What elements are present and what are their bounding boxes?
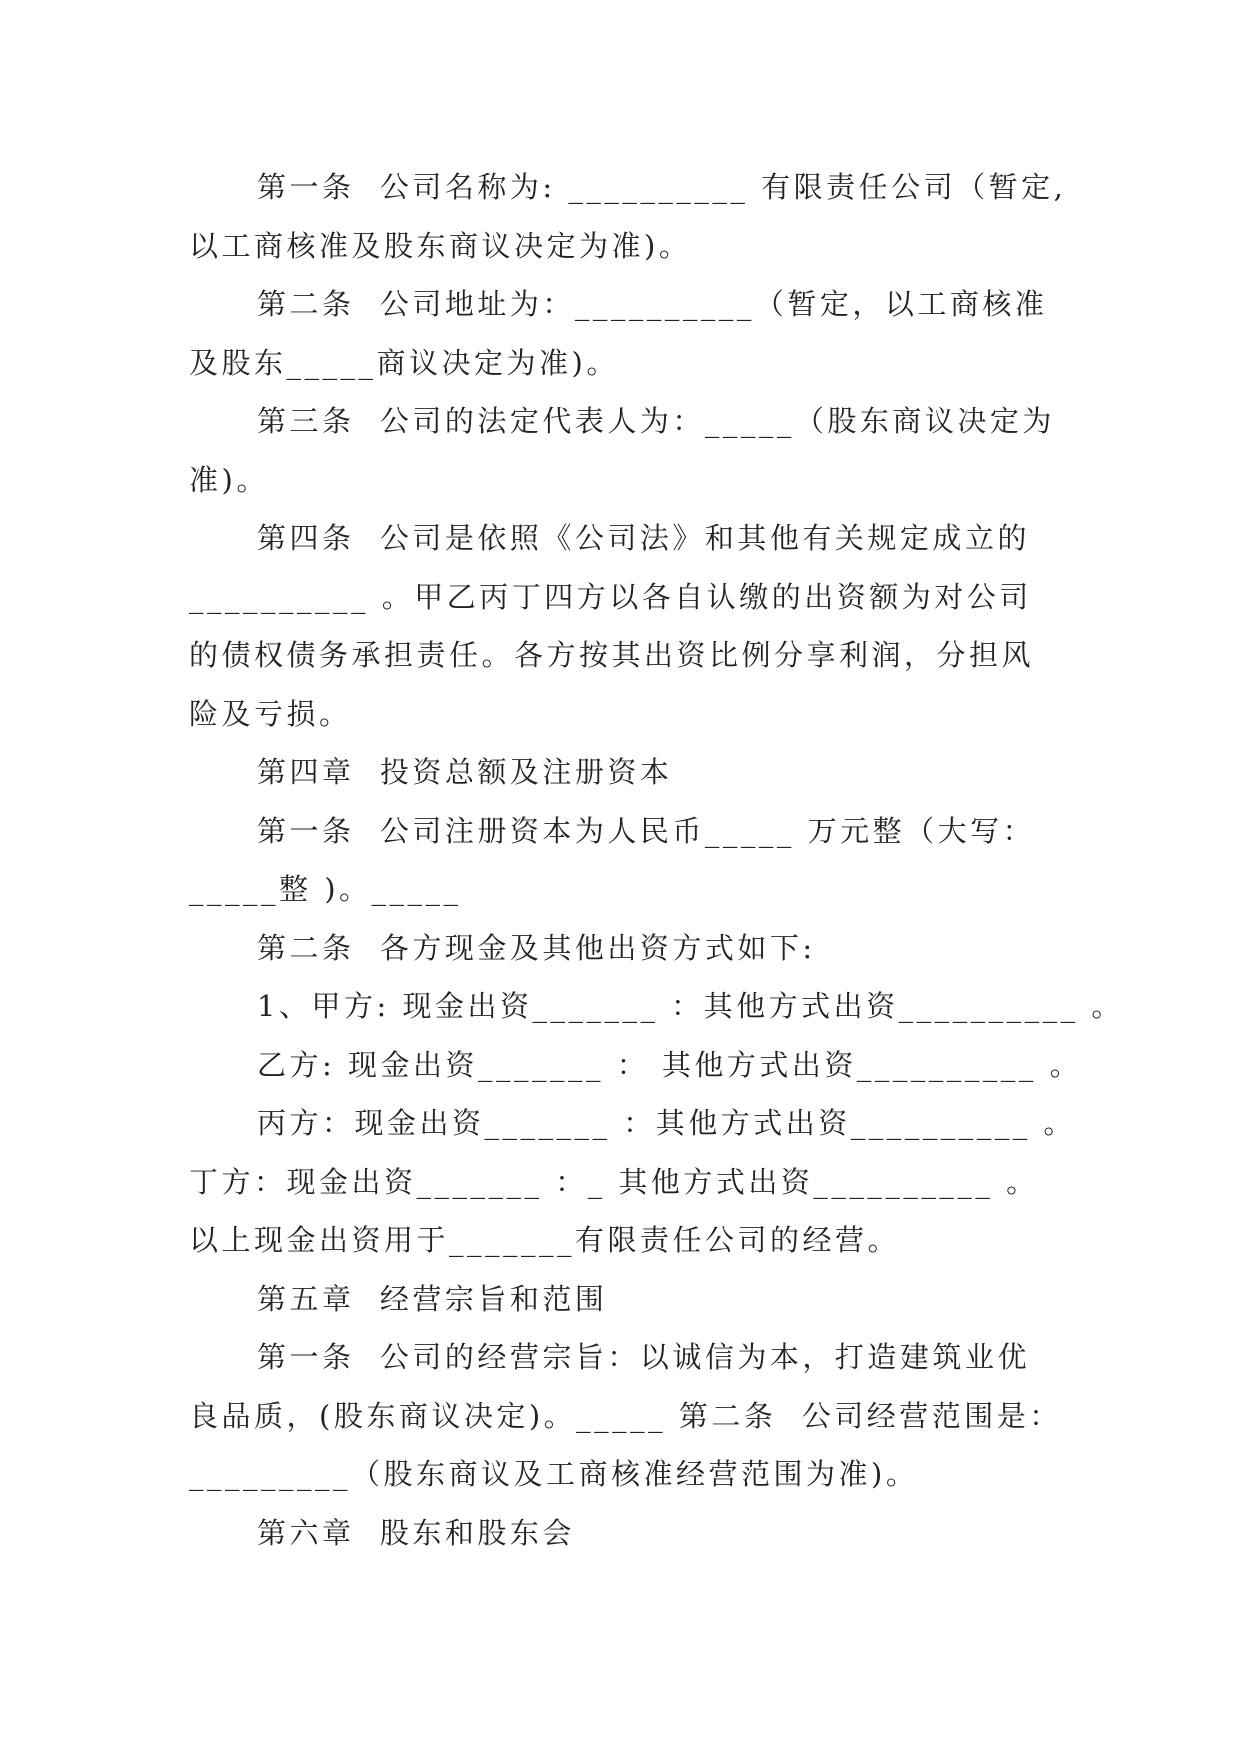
text-line: 准)。 [189,462,269,497]
text-line: 第一条 公司名称为: __________ 有限责任公司（暂定, [257,170,1067,204]
document-body [189,158,1124,1562]
text-line: __________ 。甲乙丙丁四方以各自认缴的出资额为对公司 [189,579,1032,614]
text-line: 险及亏损。 [189,696,352,731]
text-line: 丁方：现金出资_______ ：_ 其他方式出资__________ 。 [189,1164,1039,1199]
chapter-heading: 第五章 经营宗旨和范围 [257,1281,608,1316]
text-line: 良品质，(股东商议决定)。_____ 第二条 公司经营范围是： [189,1398,1062,1433]
text-line: 1、甲方: 现金出资_______ ：其他方式出资__________ 。 [257,989,1124,1023]
text-line: 以工商核准及股东商议决定为准)。 [189,228,692,263]
text-line: 第二条 公司地址为：__________（暂定，以工商核准 [257,287,1048,321]
text-line: 第一条 公司注册资本为人民币_____ 万元整（大写： [257,813,1036,848]
text-line: 第三条 公司的法定代表人为：_____（股东商议决定为 [257,404,1055,438]
text-line: 及股东_____商议决定为准)。 [189,345,619,380]
text-line: 丙方：现金出资_______ ：其他方式出资__________ 。 [257,1106,1076,1140]
text-line: 乙方: 现金出资_______ ： 其他方式出资__________ 。 [257,1047,1083,1082]
chapter-heading: 第四章 投资总额及注册资本 [257,755,673,789]
text-line: 第四条 公司是依照《公司法》和其他有关规定成立的 [257,521,1030,555]
text-line: _________（股东商议及工商核准经营范围为准)。 [189,1457,919,1491]
text-line: 以上现金出资用于_______有限责任公司的经营。 [189,1223,901,1257]
text-line: 第二条 各方现金及其他出资方式如下: [257,930,816,965]
chapter-heading: 第六章 股东和股东会 [257,1515,575,1550]
text-line: 的债权债务承担责任。各方按其出资比例分享利润，分担风 [189,638,1035,672]
text-line: _____整 )。_____ [189,872,462,906]
text-line: 第一条 公司的经营宗旨：以诚信为本，打造建筑业优 [257,1340,1030,1374]
